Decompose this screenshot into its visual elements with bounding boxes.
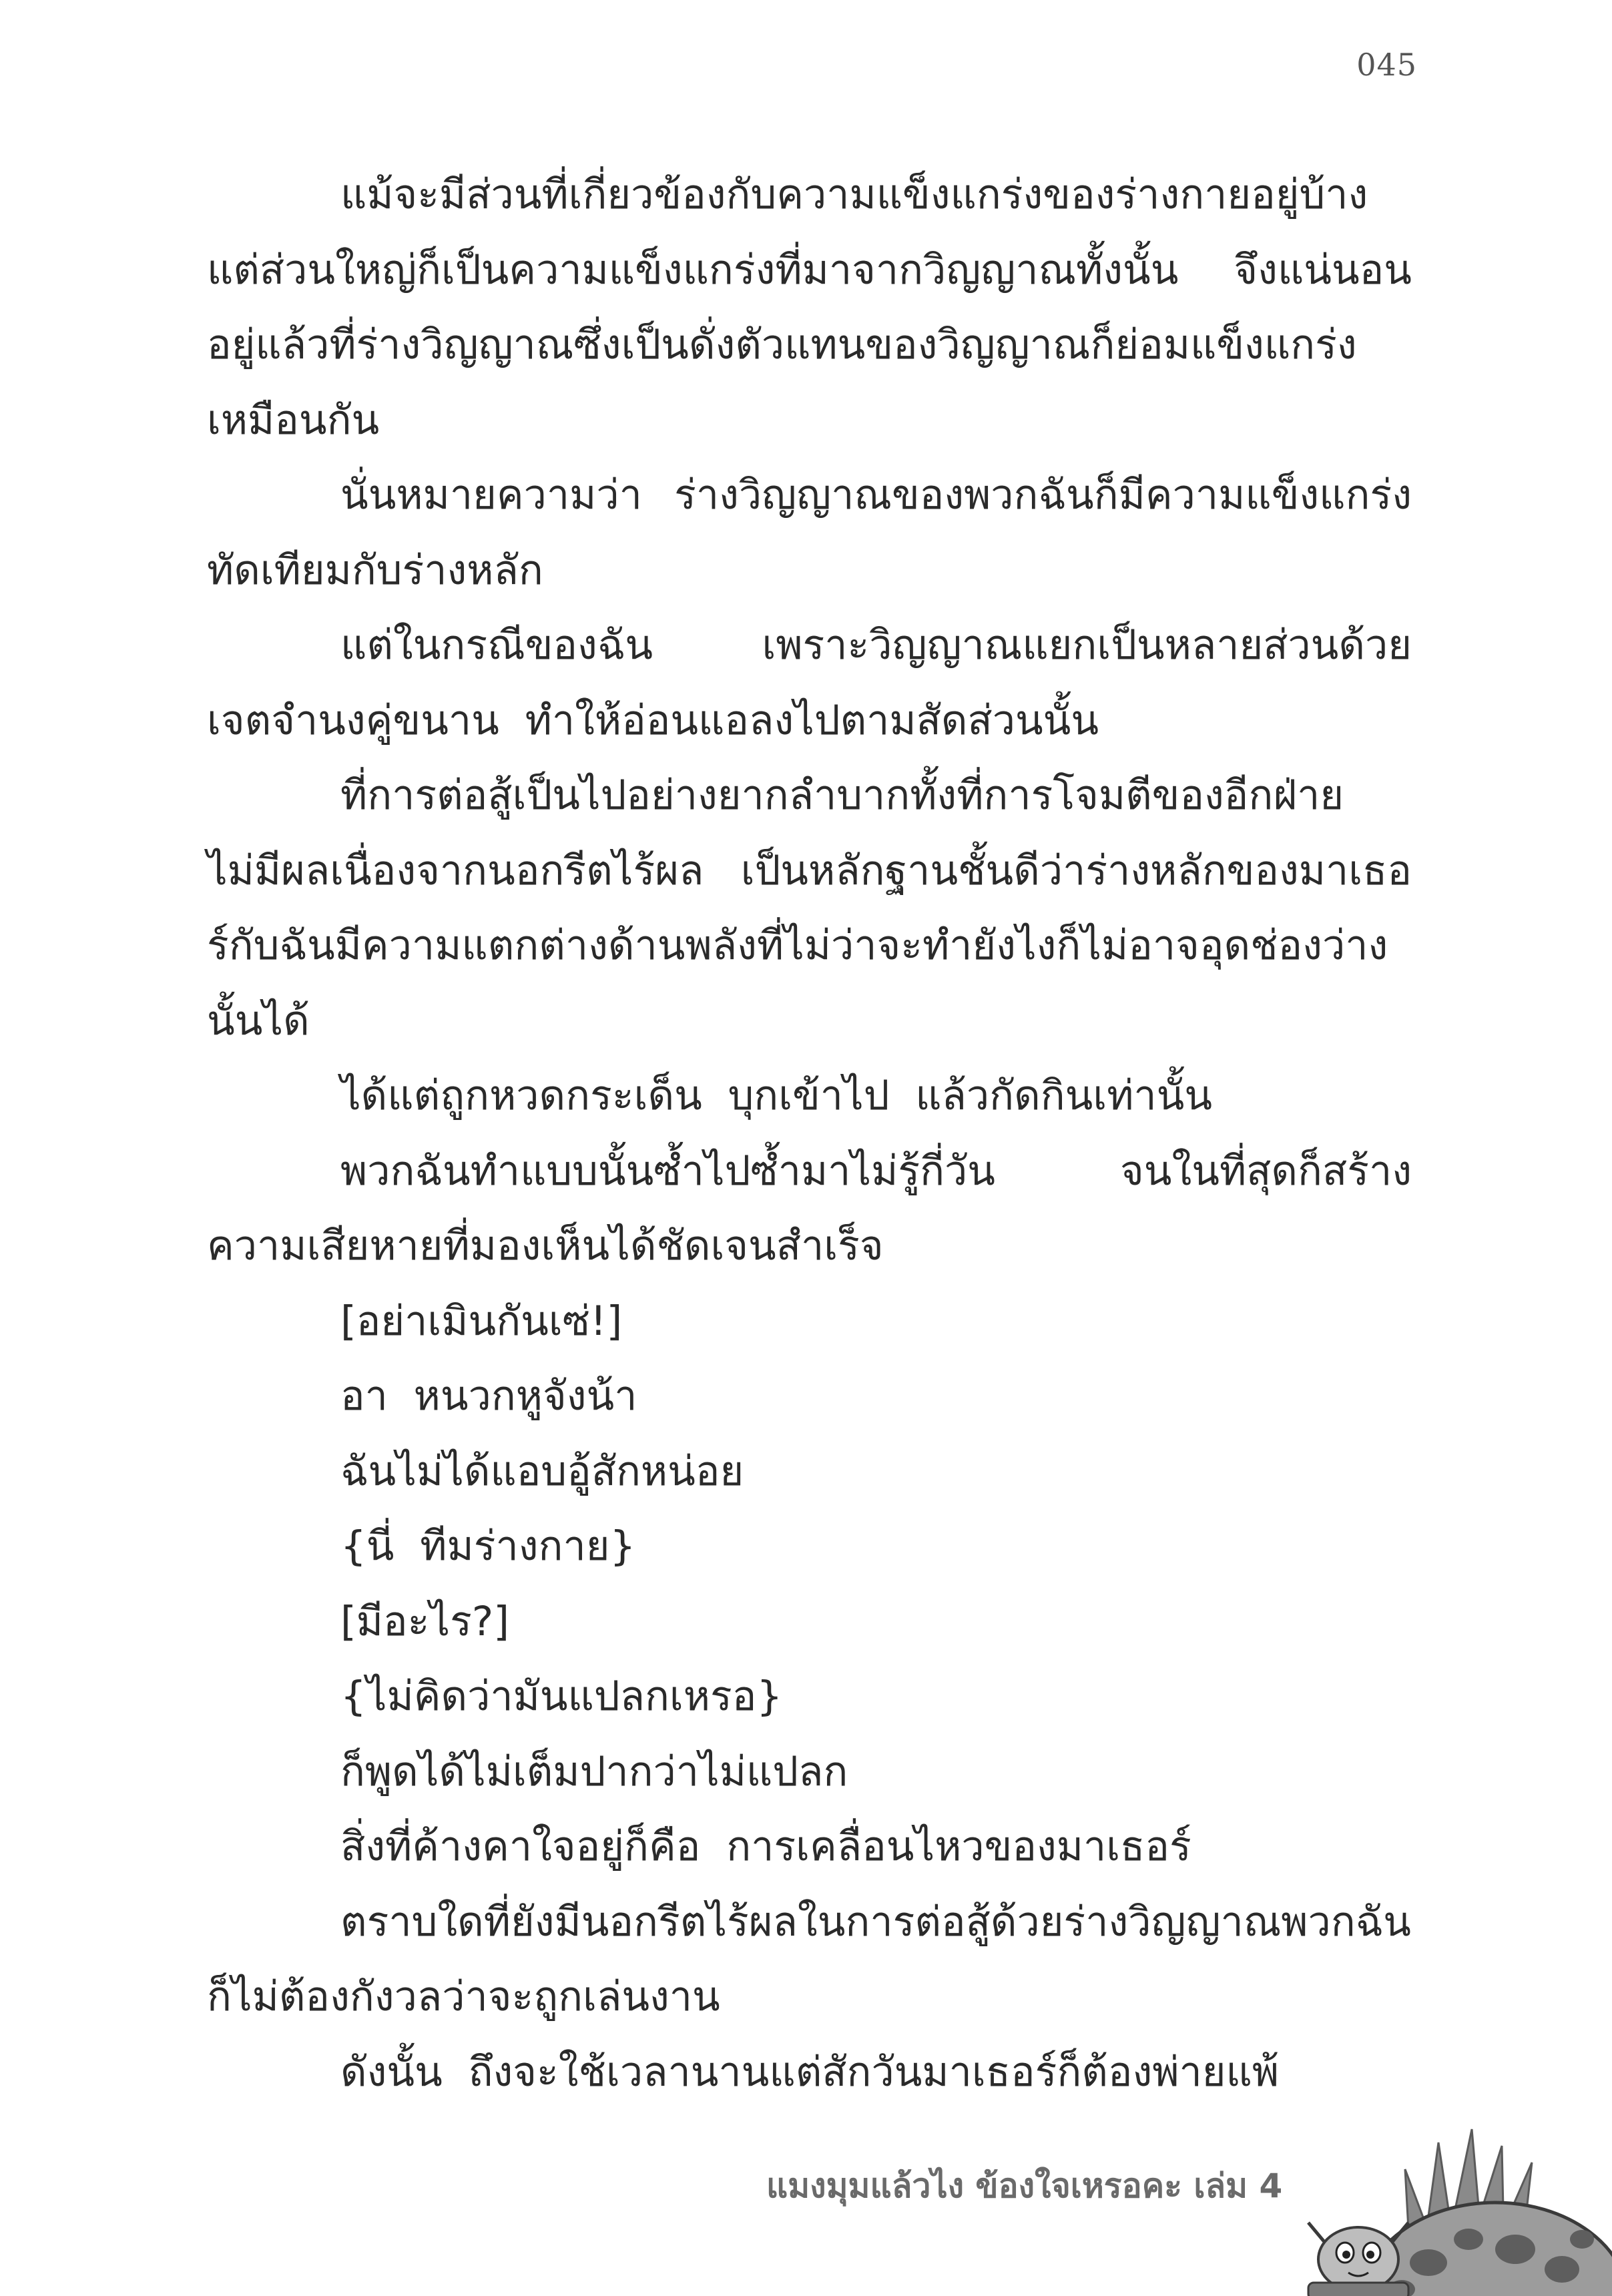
paragraph: [อย่าเมินกันเซ่!]	[340, 1297, 623, 1345]
paragraph: อา หนวกหูจังน้า	[340, 1372, 637, 1420]
page-number: 045	[1356, 47, 1417, 83]
paragraph: ก็พูดได้ไม่เต็มปากว่าไม่แปลก	[340, 1747, 848, 1795]
paragraph: ฉันไม่ได้แอบอู้สักหน่อย	[340, 1447, 744, 1495]
paragraph: ที่การต่อสู้เป็นไปอย่างยากลำบากทั้งที่การโจมตีของอีกฝ่ายไม่มีผลเนื่องจากนอกรีตไร้ผล เป็นหลักฐานชั้นดีว่าร่างหลักของมาเธอร์กับฉันมีความแตกต่างด้านพลังที่ไม่ว่าจะทำยังไงก็ไม่อาจอุดช่องว่างนั้นได้	[207, 772, 1412, 1045]
paragraph: พวกฉันทำแบบนั้นซ้ำไปซ้ำมาไม่รู้กี่วัน จนในที่สุดก็สร้างความเสียหายที่มองเห็นได้ชัดเจนสำเร็จ	[207, 1147, 1412, 1269]
paragraph: {นี่ ทีมร่างกาย}	[340, 1522, 636, 1570]
paragraph: ดังนั้น ถึงจะใช้เวลานานแต่สักวันมาเธอร์ก็ต้องพ่ายแพ้	[340, 2048, 1280, 2096]
paragraph: {ไม่คิดว่ามันแปลกเหรอ}	[340, 1673, 783, 1720]
paragraph: แต่ในกรณีของฉัน เพราะวิญญาณแยกเป็นหลายส่วนด้วยเจตจำนงคู่ขนาน ทำให้อ่อนแอลงไปตามสัดส่วนนั้น	[207, 621, 1412, 744]
body-text	[207, 158, 1412, 2110]
paragraph: นั่นหมายความว่า ร่างวิญญาณของพวกฉันก็มีความแข็งแกร่งทัดเทียมกับร่างหลัก	[207, 471, 1412, 594]
paragraph: [มีอะไร?]	[340, 1597, 510, 1645]
spider-egg-mascot-icon	[1295, 2116, 1612, 2296]
paragraph: ได้แต่ถูกหวดกระเด็น บุกเข้าไป แล้วกัดกินเท่านั้น	[340, 1072, 1213, 1119]
paragraph: ตราบใดที่ยังมีนอกรีตไร้ผลในการต่อสู้ด้วยร่างวิญญาณพวกฉันก็ไม่ต้องกังวลว่าจะถูกเล่นงาน	[207, 1898, 1411, 2020]
footer-book-title: แมงมุมแล้วไง ข้องใจเหรอคะ เล่ม 4	[766, 2167, 1283, 2205]
paragraph: สิ่งที่ค้างคาใจอยู่ก็คือ การเคลื่อนไหวของมาเธอร์	[340, 1823, 1191, 1870]
paragraph: แม้จะมีส่วนที่เกี่ยวข้องกับความแข็งแกร่งของร่างกายอยู่บ้าง แต่ส่วนใหญ่ก็เป็นความแข็งแกร่งที่มาจากวิญญาณทั้งนั้น จึงแน่นอนอยู่แล้วที่ร่างวิญญาณซึ่งเป็นดั่งตัวแทนของวิญญาณก็ย่อมแข็งแกร่งเหมือนกัน	[207, 171, 1412, 444]
